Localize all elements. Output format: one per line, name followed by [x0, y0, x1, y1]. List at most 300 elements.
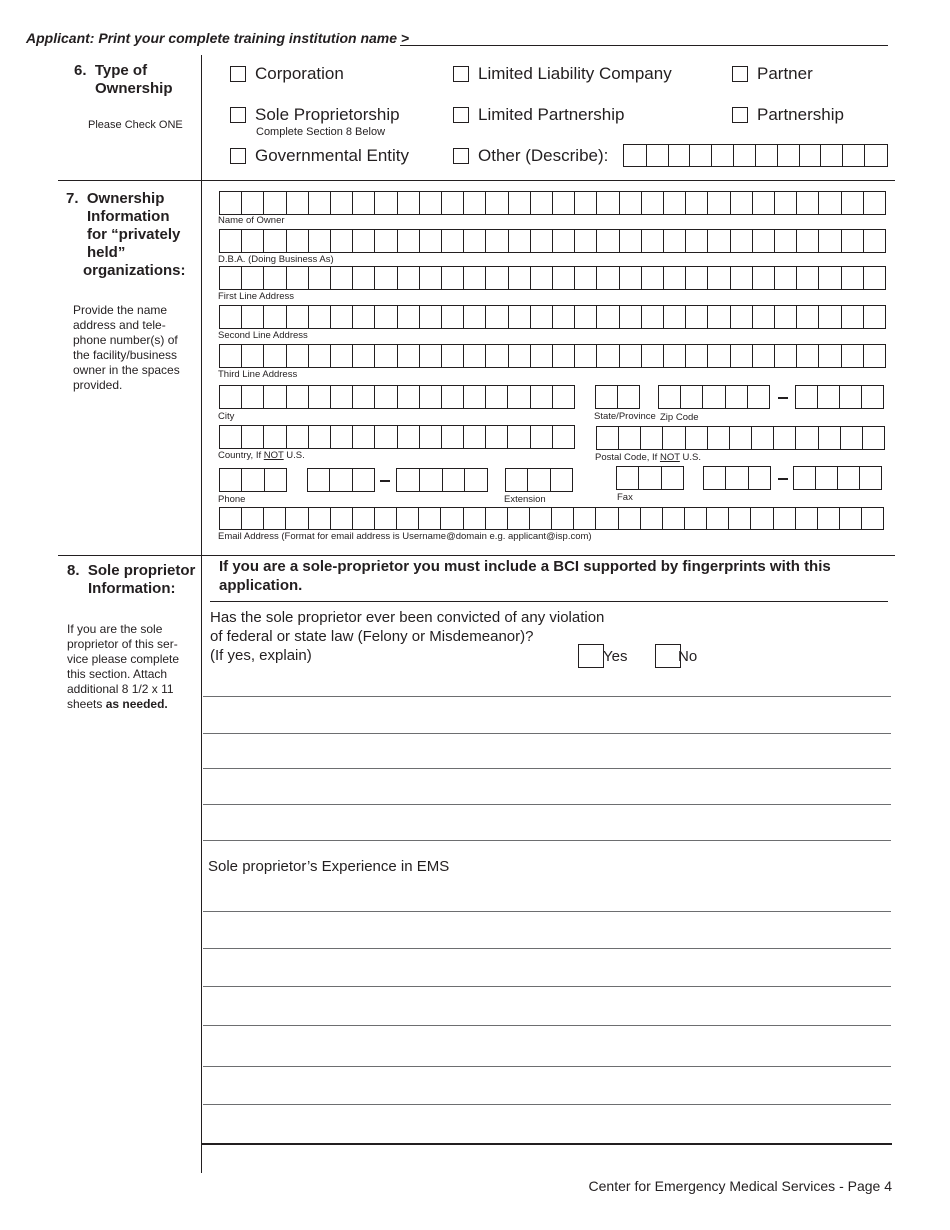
char-cell[interactable] — [374, 345, 396, 367]
char-cell[interactable] — [241, 306, 263, 328]
phone-line-field[interactable] — [396, 468, 488, 492]
char-cell[interactable] — [530, 386, 552, 408]
char-cell[interactable] — [530, 192, 552, 214]
char-cell[interactable] — [441, 192, 463, 214]
email-field[interactable] — [219, 507, 884, 530]
char-cell[interactable] — [552, 192, 574, 214]
char-cell[interactable] — [330, 345, 352, 367]
explanation-line[interactable] — [203, 696, 891, 697]
char-cell[interactable] — [263, 306, 285, 328]
char-cell[interactable] — [241, 426, 263, 448]
char-cell[interactable] — [795, 508, 817, 529]
char-cell[interactable] — [485, 426, 507, 448]
experience-line[interactable] — [203, 1104, 891, 1105]
char-cell[interactable] — [419, 267, 441, 289]
char-cell[interactable] — [551, 508, 573, 529]
address-line3-field[interactable] — [219, 344, 886, 368]
char-cell[interactable] — [725, 386, 747, 408]
char-cell[interactable] — [752, 306, 774, 328]
char-cell[interactable] — [774, 192, 796, 214]
char-cell[interactable] — [774, 267, 796, 289]
char-cell[interactable] — [663, 230, 685, 252]
char-cell[interactable] — [730, 267, 752, 289]
char-cell[interactable] — [839, 508, 861, 529]
phone-area-code-field[interactable] — [219, 468, 287, 492]
char-cell[interactable] — [419, 230, 441, 252]
char-cell[interactable] — [641, 267, 663, 289]
char-cell[interactable] — [441, 345, 463, 367]
char-cell[interactable] — [241, 192, 263, 214]
char-cell[interactable] — [286, 192, 308, 214]
char-cell[interactable] — [796, 267, 818, 289]
char-cell[interactable] — [863, 230, 885, 252]
char-cell[interactable] — [818, 345, 840, 367]
char-cell[interactable] — [330, 426, 352, 448]
postal-code-field[interactable] — [596, 426, 885, 450]
fax-area-code-field[interactable] — [616, 466, 684, 490]
char-cell[interactable] — [508, 306, 530, 328]
char-cell[interactable] — [837, 467, 859, 489]
char-cell[interactable] — [550, 469, 572, 491]
char-cell[interactable] — [707, 306, 729, 328]
char-cell[interactable] — [685, 192, 707, 214]
char-cell[interactable] — [818, 267, 840, 289]
char-cell[interactable] — [286, 426, 308, 448]
char-cell[interactable] — [552, 230, 574, 252]
char-cell[interactable] — [308, 306, 330, 328]
char-cell[interactable] — [374, 386, 396, 408]
char-cell[interactable] — [374, 230, 396, 252]
char-cell[interactable] — [662, 427, 684, 449]
dba-field[interactable] — [219, 229, 886, 253]
char-cell[interactable] — [308, 386, 330, 408]
char-cell[interactable] — [464, 469, 487, 491]
char-cell[interactable] — [241, 508, 263, 529]
char-cell[interactable] — [397, 469, 419, 491]
institution-name-line[interactable] — [400, 45, 888, 46]
char-cell[interactable] — [552, 426, 574, 448]
char-cell[interactable] — [506, 469, 527, 491]
char-cell[interactable] — [574, 267, 596, 289]
char-cell[interactable] — [619, 267, 641, 289]
char-cell[interactable] — [463, 230, 485, 252]
char-cell[interactable] — [752, 230, 774, 252]
char-cell[interactable] — [463, 306, 485, 328]
char-cell[interactable] — [596, 345, 618, 367]
char-cell[interactable] — [841, 345, 863, 367]
char-cell[interactable] — [352, 306, 374, 328]
char-cell[interactable] — [706, 508, 728, 529]
char-cell[interactable] — [573, 508, 595, 529]
char-cell[interactable] — [263, 508, 285, 529]
char-cell[interactable] — [263, 230, 285, 252]
char-cell[interactable] — [750, 508, 772, 529]
char-cell[interactable] — [685, 306, 707, 328]
char-cell[interactable] — [752, 345, 774, 367]
char-cell[interactable] — [508, 230, 530, 252]
char-cell[interactable] — [441, 386, 463, 408]
char-cell[interactable] — [729, 427, 751, 449]
char-cell[interactable] — [618, 508, 640, 529]
char-cell[interactable] — [707, 427, 729, 449]
owner-name-field[interactable] — [219, 191, 886, 215]
char-cell[interactable] — [773, 508, 795, 529]
other-describe-field[interactable] — [623, 144, 888, 167]
char-cell[interactable] — [685, 345, 707, 367]
char-cell[interactable] — [552, 386, 574, 408]
char-cell[interactable] — [463, 345, 485, 367]
char-cell[interactable] — [330, 386, 352, 408]
char-cell[interactable] — [663, 267, 685, 289]
char-cell[interactable] — [507, 386, 529, 408]
char-cell[interactable] — [728, 508, 750, 529]
char-cell[interactable] — [640, 508, 662, 529]
char-cell[interactable] — [463, 192, 485, 214]
char-cell[interactable] — [840, 427, 862, 449]
limited-partnership-checkbox[interactable] — [453, 107, 469, 123]
char-cell[interactable] — [818, 230, 840, 252]
char-cell[interactable] — [730, 306, 752, 328]
char-cell[interactable] — [330, 230, 352, 252]
char-cell[interactable] — [241, 267, 263, 289]
char-cell[interactable] — [661, 467, 683, 489]
char-cell[interactable] — [441, 267, 463, 289]
partner-checkbox[interactable] — [732, 66, 748, 82]
char-cell[interactable] — [374, 267, 396, 289]
char-cell[interactable] — [419, 345, 441, 367]
char-cell[interactable] — [241, 386, 263, 408]
char-cell[interactable] — [730, 230, 752, 252]
char-cell[interactable] — [817, 386, 839, 408]
char-cell[interactable] — [707, 230, 729, 252]
char-cell[interactable] — [552, 306, 574, 328]
char-cell[interactable] — [241, 345, 263, 367]
governmental-entity-checkbox[interactable] — [230, 148, 246, 164]
char-cell[interactable] — [485, 192, 507, 214]
corporation-checkbox[interactable] — [230, 66, 246, 82]
char-cell[interactable] — [220, 386, 241, 408]
char-cell[interactable] — [507, 426, 529, 448]
char-cell[interactable] — [773, 427, 795, 449]
explanation-line[interactable] — [203, 768, 891, 769]
char-cell[interactable] — [751, 427, 773, 449]
char-cell[interactable] — [263, 386, 285, 408]
experience-line[interactable] — [203, 986, 891, 987]
char-cell[interactable] — [574, 192, 596, 214]
char-cell[interactable] — [507, 508, 529, 529]
char-cell[interactable] — [702, 386, 724, 408]
char-cell[interactable] — [659, 386, 680, 408]
char-cell[interactable] — [308, 469, 329, 491]
char-cell[interactable] — [508, 267, 530, 289]
char-cell[interactable] — [241, 230, 263, 252]
char-cell[interactable] — [796, 345, 818, 367]
char-cell[interactable] — [485, 345, 507, 367]
char-cell[interactable] — [285, 508, 307, 529]
char-cell[interactable] — [263, 267, 285, 289]
char-cell[interactable] — [220, 426, 241, 448]
char-cell[interactable] — [707, 192, 729, 214]
char-cell[interactable] — [530, 267, 552, 289]
char-cell[interactable] — [308, 267, 330, 289]
char-cell[interactable] — [861, 508, 883, 529]
char-cell[interactable] — [263, 192, 285, 214]
char-cell[interactable] — [796, 192, 818, 214]
char-cell[interactable] — [441, 230, 463, 252]
char-cell[interactable] — [530, 345, 552, 367]
char-cell[interactable] — [352, 469, 374, 491]
char-cell[interactable] — [508, 345, 530, 367]
char-cell[interactable] — [397, 426, 419, 448]
char-cell[interactable] — [552, 267, 574, 289]
char-cell[interactable] — [330, 192, 352, 214]
char-cell[interactable] — [707, 267, 729, 289]
char-cell[interactable] — [352, 192, 374, 214]
char-cell[interactable] — [419, 426, 441, 448]
char-cell[interactable] — [529, 508, 551, 529]
char-cell[interactable] — [530, 306, 552, 328]
char-cell[interactable] — [685, 427, 707, 449]
char-cell[interactable] — [815, 467, 837, 489]
other-checkbox[interactable] — [453, 148, 469, 164]
char-cell[interactable] — [442, 469, 465, 491]
char-cell[interactable] — [704, 467, 725, 489]
char-cell[interactable] — [774, 345, 796, 367]
char-cell[interactable] — [485, 508, 507, 529]
char-cell[interactable] — [596, 386, 617, 408]
char-cell[interactable] — [818, 192, 840, 214]
char-cell[interactable] — [596, 192, 618, 214]
char-cell[interactable] — [508, 192, 530, 214]
char-cell[interactable] — [796, 306, 818, 328]
char-cell[interactable] — [374, 192, 396, 214]
fax-line-field[interactable] — [793, 466, 882, 490]
char-cell[interactable] — [619, 306, 641, 328]
sole-proprietorship-checkbox[interactable] — [230, 107, 246, 123]
zip-plus4-field[interactable] — [795, 385, 884, 409]
char-cell[interactable] — [574, 230, 596, 252]
char-cell[interactable] — [530, 426, 552, 448]
char-cell[interactable] — [397, 386, 419, 408]
char-cell[interactable] — [841, 267, 863, 289]
experience-line[interactable] — [203, 1066, 891, 1067]
char-cell[interactable] — [795, 427, 817, 449]
phone-prefix-field[interactable] — [307, 468, 375, 492]
char-cell[interactable] — [596, 306, 618, 328]
char-cell[interactable] — [308, 192, 330, 214]
char-cell[interactable] — [796, 386, 817, 408]
char-cell[interactable] — [308, 345, 330, 367]
char-cell[interactable] — [419, 192, 441, 214]
char-cell[interactable] — [220, 469, 241, 491]
char-cell[interactable] — [662, 508, 684, 529]
char-cell[interactable] — [396, 508, 418, 529]
char-cell[interactable] — [574, 306, 596, 328]
char-cell[interactable] — [419, 469, 442, 491]
partnership-checkbox[interactable] — [732, 107, 748, 123]
char-cell[interactable] — [286, 230, 308, 252]
char-cell[interactable] — [839, 386, 861, 408]
char-cell[interactable] — [241, 469, 263, 491]
experience-line[interactable] — [203, 948, 891, 949]
char-cell[interactable] — [818, 306, 840, 328]
char-cell[interactable] — [617, 386, 639, 408]
char-cell[interactable] — [748, 467, 770, 489]
char-cell[interactable] — [863, 306, 885, 328]
char-cell[interactable] — [794, 467, 815, 489]
char-cell[interactable] — [485, 306, 507, 328]
char-cell[interactable] — [286, 345, 308, 367]
char-cell[interactable] — [863, 267, 885, 289]
char-cell[interactable] — [747, 386, 769, 408]
char-cell[interactable] — [619, 230, 641, 252]
char-cell[interactable] — [352, 386, 374, 408]
char-cell[interactable] — [419, 306, 441, 328]
char-cell[interactable] — [530, 230, 552, 252]
state-field[interactable] — [595, 385, 640, 409]
char-cell[interactable] — [419, 386, 441, 408]
char-cell[interactable] — [774, 306, 796, 328]
experience-line[interactable] — [203, 911, 891, 912]
char-cell[interactable] — [863, 192, 885, 214]
char-cell[interactable] — [463, 426, 485, 448]
char-cell[interactable] — [861, 386, 883, 408]
char-cell[interactable] — [663, 345, 685, 367]
explanation-line[interactable] — [203, 733, 891, 734]
char-cell[interactable] — [641, 306, 663, 328]
char-cell[interactable] — [220, 230, 241, 252]
char-cell[interactable] — [374, 306, 396, 328]
yes-checkbox[interactable] — [578, 644, 604, 668]
char-cell[interactable] — [220, 192, 241, 214]
char-cell[interactable] — [618, 427, 640, 449]
char-cell[interactable] — [595, 508, 617, 529]
char-cell[interactable] — [680, 386, 702, 408]
char-cell[interactable] — [818, 427, 840, 449]
zip-field[interactable] — [658, 385, 770, 409]
char-cell[interactable] — [841, 192, 863, 214]
char-cell[interactable] — [463, 267, 485, 289]
char-cell[interactable] — [418, 508, 440, 529]
char-cell[interactable] — [397, 306, 419, 328]
fax-prefix-field[interactable] — [703, 466, 771, 490]
char-cell[interactable] — [684, 508, 706, 529]
char-cell[interactable] — [574, 345, 596, 367]
char-cell[interactable] — [527, 469, 549, 491]
explanation-line[interactable] — [203, 840, 891, 841]
char-cell[interactable] — [730, 192, 752, 214]
char-cell[interactable] — [220, 267, 241, 289]
char-cell[interactable] — [596, 230, 618, 252]
char-cell[interactable] — [638, 467, 660, 489]
char-cell[interactable] — [286, 267, 308, 289]
explanation-line[interactable] — [203, 804, 891, 805]
char-cell[interactable] — [263, 345, 285, 367]
char-cell[interactable] — [264, 469, 286, 491]
char-cell[interactable] — [597, 427, 618, 449]
char-cell[interactable] — [859, 467, 881, 489]
address-line1-field[interactable] — [219, 266, 886, 290]
char-cell[interactable] — [440, 508, 462, 529]
char-cell[interactable] — [286, 306, 308, 328]
char-cell[interactable] — [725, 467, 747, 489]
char-cell[interactable] — [330, 267, 352, 289]
char-cell[interactable] — [485, 386, 507, 408]
extension-field[interactable] — [505, 468, 573, 492]
char-cell[interactable] — [641, 230, 663, 252]
char-cell[interactable] — [263, 426, 285, 448]
char-cell[interactable] — [796, 230, 818, 252]
char-cell[interactable] — [286, 386, 308, 408]
city-field[interactable] — [219, 385, 575, 409]
char-cell[interactable] — [441, 426, 463, 448]
country-field[interactable] — [219, 425, 575, 449]
char-cell[interactable] — [685, 230, 707, 252]
char-cell[interactable] — [330, 306, 352, 328]
char-cell[interactable] — [330, 508, 352, 529]
char-cell[interactable] — [441, 306, 463, 328]
char-cell[interactable] — [707, 345, 729, 367]
char-cell[interactable] — [374, 508, 396, 529]
char-cell[interactable] — [752, 267, 774, 289]
char-cell[interactable] — [485, 267, 507, 289]
char-cell[interactable] — [862, 427, 884, 449]
char-cell[interactable] — [463, 386, 485, 408]
char-cell[interactable] — [220, 345, 241, 367]
char-cell[interactable] — [663, 306, 685, 328]
char-cell[interactable] — [863, 345, 885, 367]
char-cell[interactable] — [730, 345, 752, 367]
char-cell[interactable] — [397, 345, 419, 367]
char-cell[interactable] — [220, 306, 241, 328]
char-cell[interactable] — [640, 427, 662, 449]
char-cell[interactable] — [329, 469, 351, 491]
char-cell[interactable] — [841, 230, 863, 252]
char-cell[interactable] — [663, 192, 685, 214]
char-cell[interactable] — [774, 230, 796, 252]
char-cell[interactable] — [752, 192, 774, 214]
char-cell[interactable] — [685, 267, 707, 289]
char-cell[interactable] — [374, 426, 396, 448]
char-cell[interactable] — [352, 426, 374, 448]
char-cell[interactable] — [352, 345, 374, 367]
char-cell[interactable] — [485, 230, 507, 252]
char-cell[interactable] — [641, 345, 663, 367]
char-cell[interactable] — [397, 192, 419, 214]
char-cell[interactable] — [220, 508, 241, 529]
char-cell[interactable] — [308, 508, 330, 529]
char-cell[interactable] — [841, 306, 863, 328]
char-cell[interactable] — [397, 267, 419, 289]
llc-checkbox[interactable] — [453, 66, 469, 82]
char-cell[interactable] — [463, 508, 485, 529]
char-cell[interactable] — [596, 267, 618, 289]
experience-line[interactable] — [203, 1025, 891, 1026]
char-cell[interactable] — [619, 192, 641, 214]
char-cell[interactable] — [352, 267, 374, 289]
char-cell[interactable] — [352, 508, 374, 529]
char-cell[interactable] — [308, 230, 330, 252]
char-cell[interactable] — [617, 467, 638, 489]
char-cell[interactable] — [352, 230, 374, 252]
char-cell[interactable] — [619, 345, 641, 367]
char-cell[interactable] — [817, 508, 839, 529]
address-line2-field[interactable] — [219, 305, 886, 329]
char-cell[interactable] — [397, 230, 419, 252]
char-cell[interactable] — [641, 192, 663, 214]
char-cell[interactable] — [552, 345, 574, 367]
char-cell[interactable] — [308, 426, 330, 448]
